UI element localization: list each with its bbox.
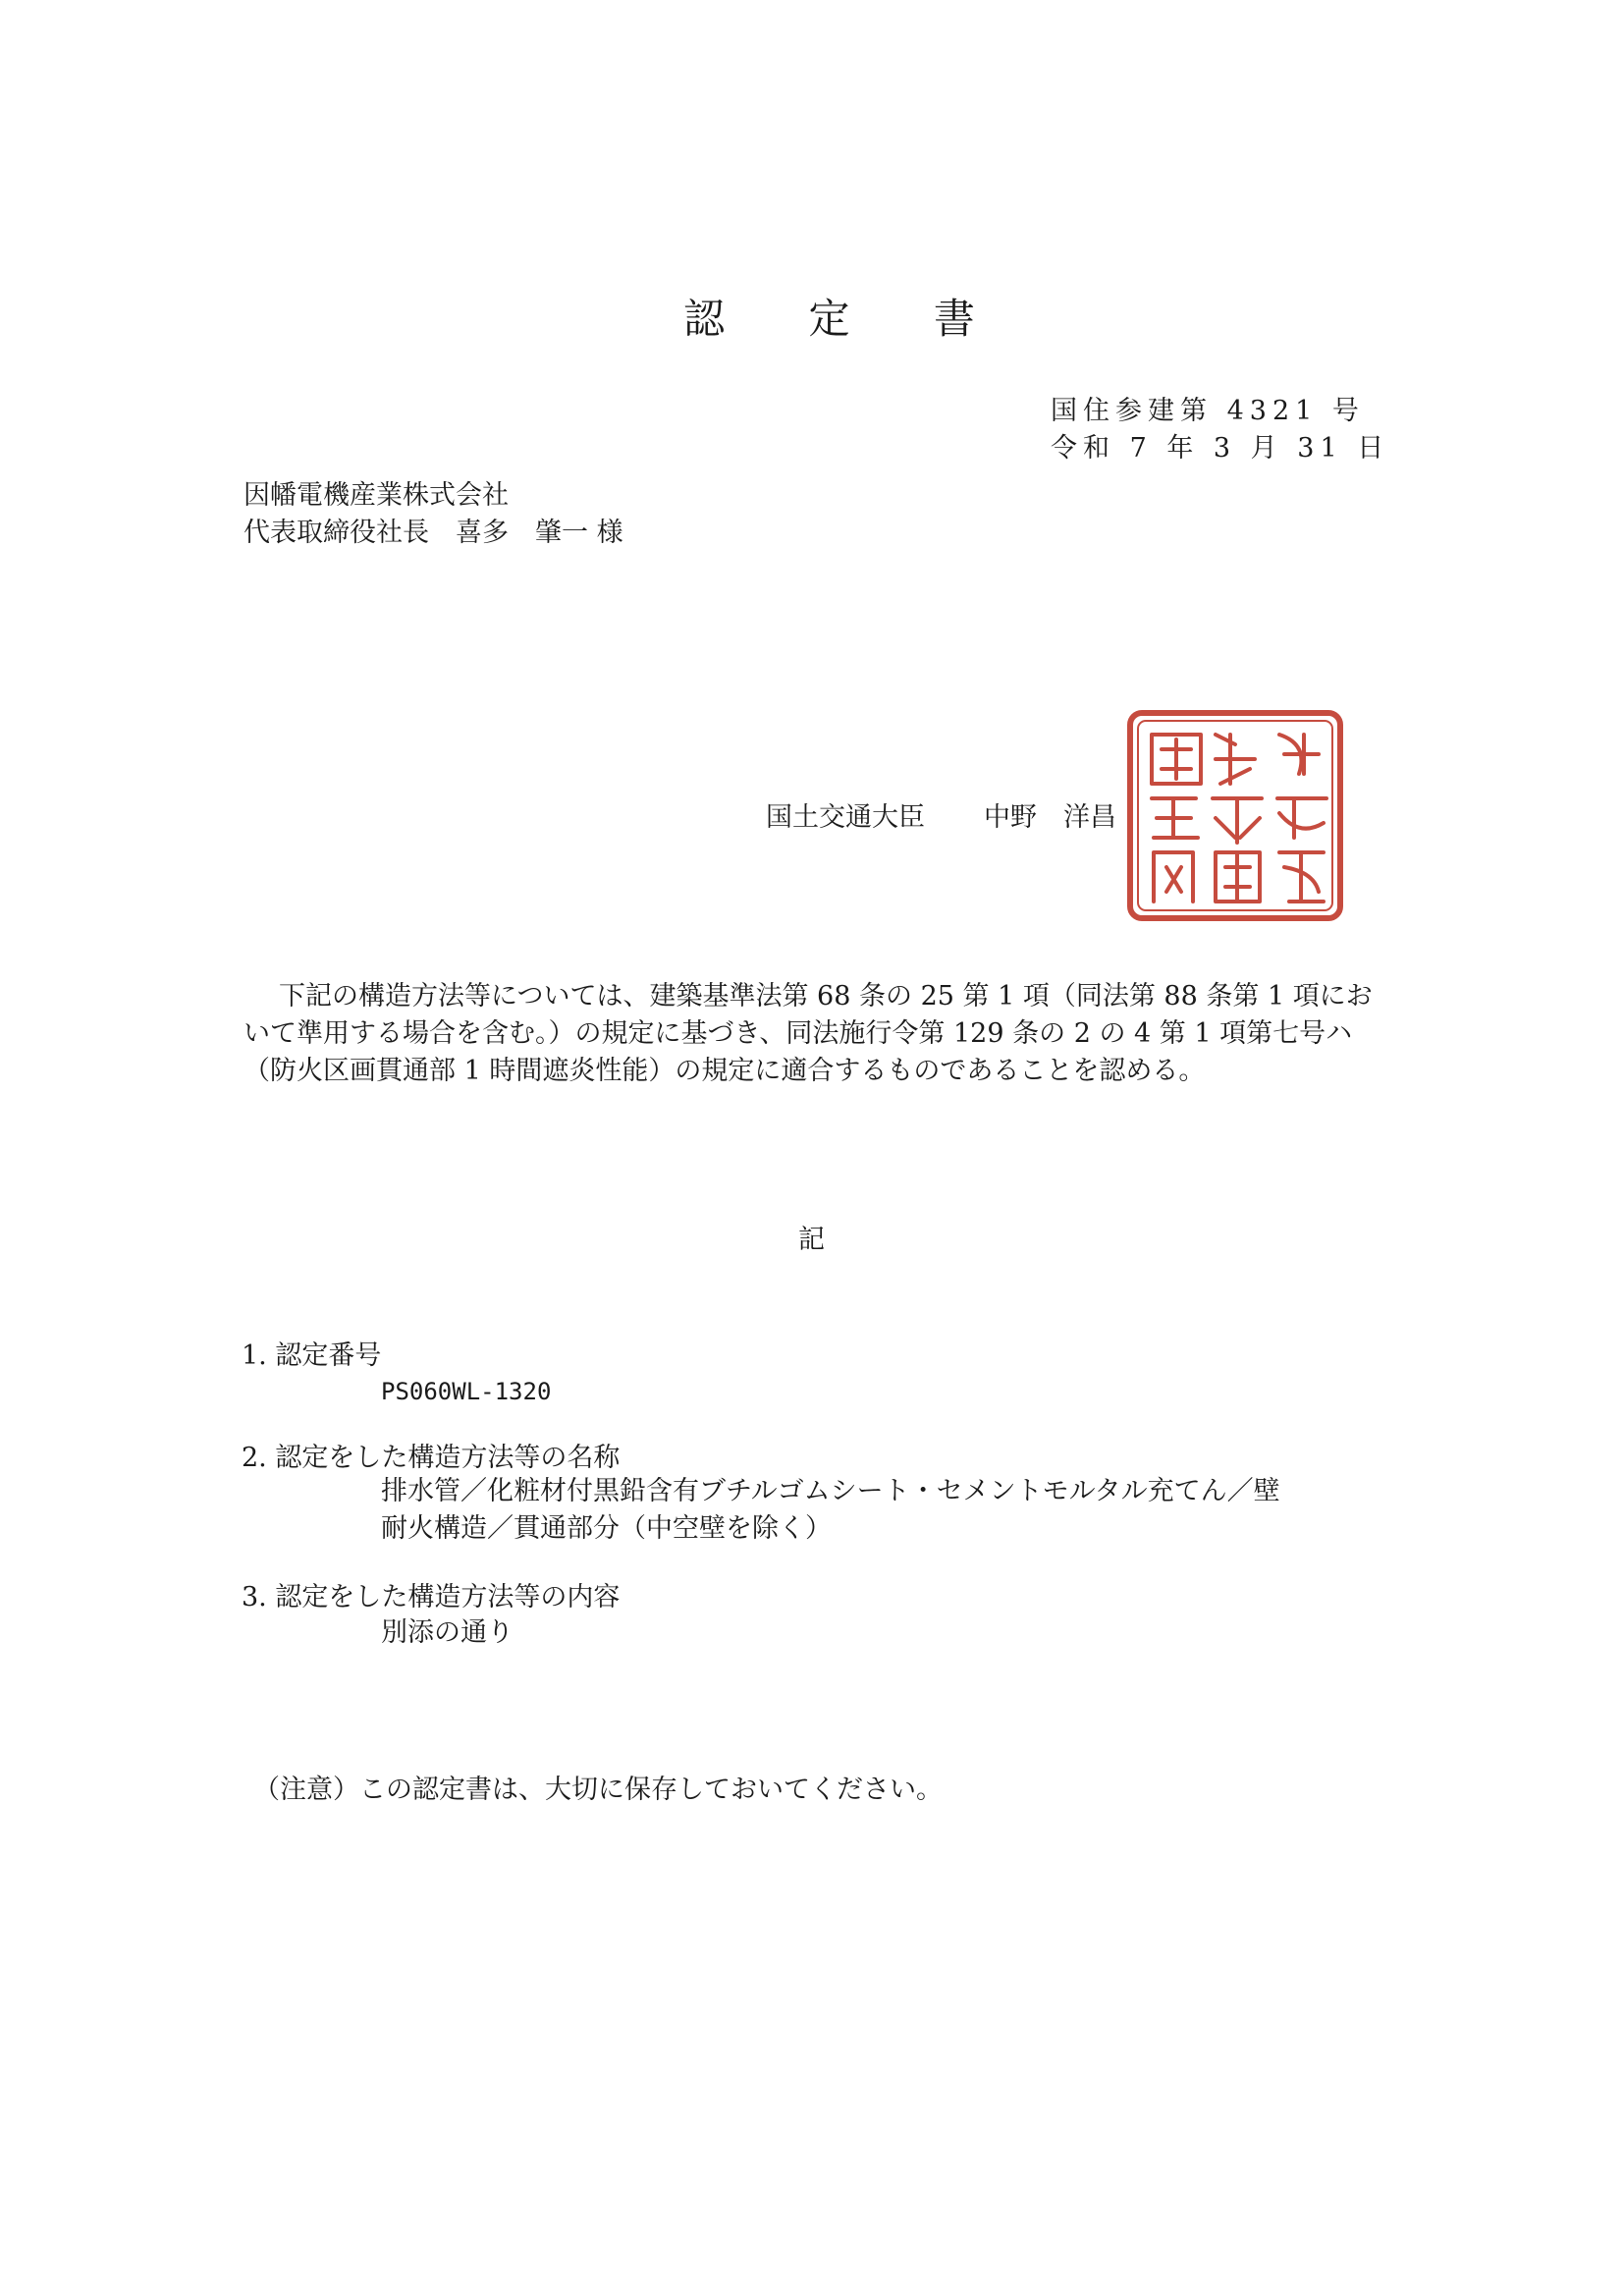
- body-line: （防火区画貫通部 1 時間遮炎性能）の規定に適合するものであることを認める。: [243, 1056, 1206, 1086]
- item-value: 耐火構造／貫通部分（中空壁を除く）: [381, 1513, 832, 1544]
- item-heading: 3. 認定をした構造方法等の内容: [242, 1582, 621, 1613]
- note: （注意）この認定書は、大切に保存しておいてください。: [253, 1775, 943, 1805]
- issuer-block: [766, 795, 1116, 834]
- body-line: 下記の構造方法等については、建築基準法第 68 条の 25 第 1 項（同法第 88 条第 1 項にお: [279, 981, 1373, 1011]
- issue-date: 令和 7 年 3 月 31 日: [1051, 433, 1390, 464]
- page-title: 認 定 書: [683, 295, 1010, 343]
- addressee-block: [243, 477, 623, 552]
- reference-number: 国住参建第 4321 号: [1051, 396, 1365, 426]
- item-value: 別添の通り: [381, 1617, 514, 1648]
- body-line: いて準用する場合を含む。）の規定に基づき、同法施行令第 129 条の 2 の 4 第 1 項第七号ハ: [243, 1018, 1353, 1049]
- item-value: 排水管／化粧材付黒鉛含有ブチルゴムシート・セメントモルタル充てん／壁: [381, 1476, 1280, 1506]
- item-heading: 2. 認定をした構造方法等の名称: [242, 1443, 621, 1473]
- reference-block: [1051, 393, 1389, 467]
- issuer-name: 中野 洋昌: [984, 802, 1116, 833]
- item-heading: 1. 認定番号: [242, 1340, 382, 1371]
- certification-number: PS060WL-1320: [381, 1378, 552, 1405]
- addressee-company: 因幡電機産業株式会社: [243, 480, 509, 511]
- ki-heading: 記: [798, 1225, 825, 1255]
- issuer-title: 国土交通大臣: [766, 802, 925, 833]
- body-paragraph: [243, 978, 1422, 1090]
- addressee-person: 代表取締役社長 喜多 肇一 様: [243, 518, 623, 548]
- official-seal: [1122, 705, 1348, 926]
